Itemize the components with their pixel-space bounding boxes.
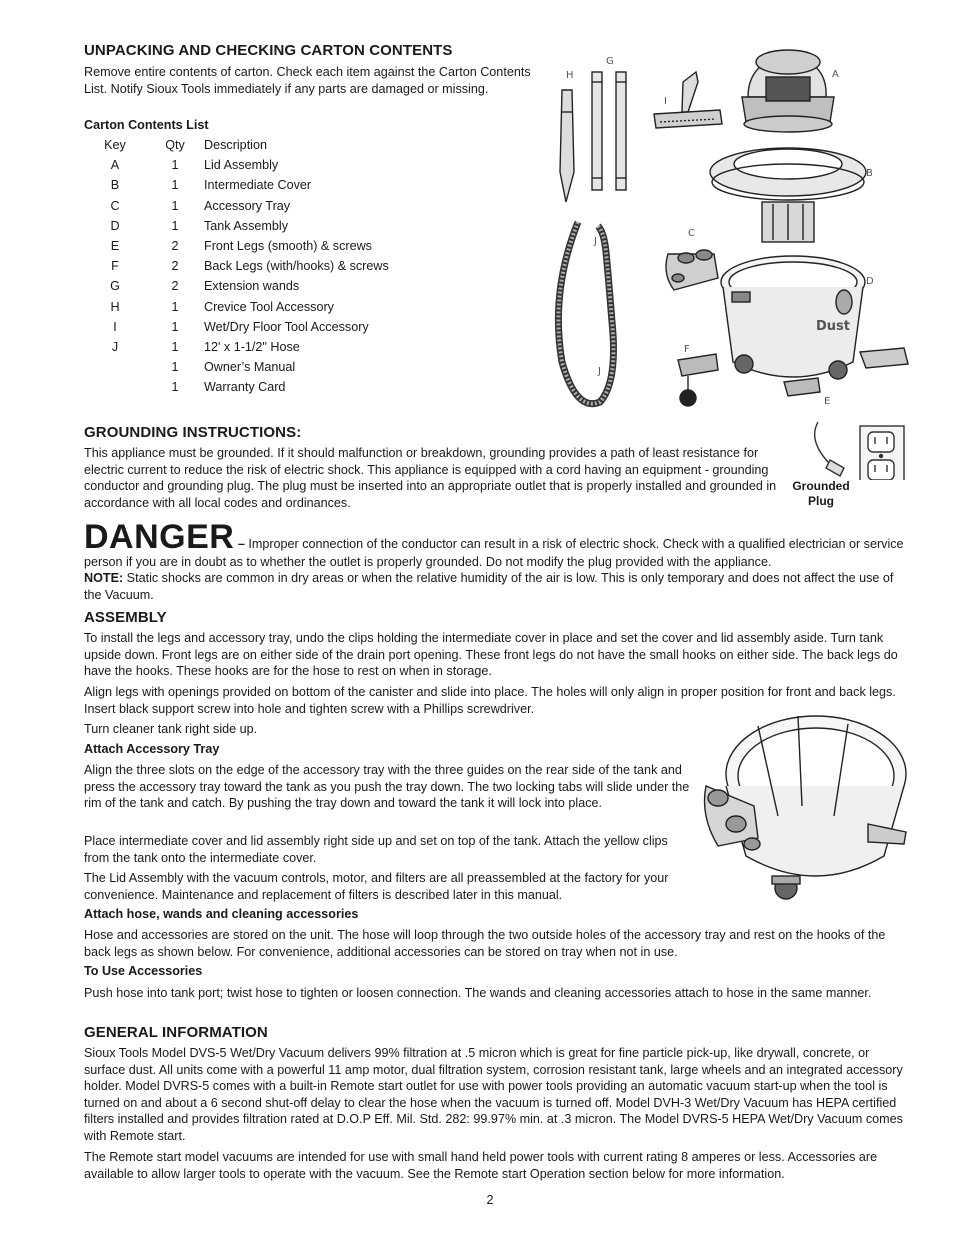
cell-description: Wet/Dry Floor Tool Accessory [204, 319, 369, 334]
assembly-paragraph-2: Align legs with openings provided on bottom of the canister and slide into place. The holes will only align in proper position for front and back legs. Insert black support screw into hole and tighten screw with a Phillips screwdriver. [84, 685, 896, 716]
table-row [84, 380, 389, 400]
caption-line-1: Grounded [792, 479, 850, 493]
general-paragraph-2: The Remote start model vacuums are intended for use with small hand held power tools with current rating 8 amperes or less. Accessories are available to allow larger tools to operate with the vacuum. See the Remote start Operation section below for more information. [84, 1150, 878, 1181]
figure-label-j: J [598, 366, 601, 377]
cell-key: C [110, 198, 120, 213]
figure-label-g: G [606, 56, 614, 67]
cell-key: A [110, 158, 120, 173]
table-row [84, 259, 389, 279]
table-row [84, 279, 389, 299]
cell-description: Owner’s Manual [204, 360, 296, 375]
cell-description: Extension wands [204, 279, 300, 294]
figure-label-j: J [594, 236, 597, 247]
cell-description: Crevice Tool Accessory [204, 299, 334, 314]
cell-qty: 1 [171, 218, 179, 233]
figure-label-d: D [866, 276, 874, 287]
table-row [84, 199, 389, 219]
accessory-tray-drawing [666, 250, 718, 290]
cell-qty: 2 [171, 238, 179, 253]
cell-qty: 1 [171, 178, 179, 193]
table-header-row [84, 138, 389, 158]
cell-description: Front Legs (smooth) & screws [204, 238, 372, 253]
attach-tray-paragraph-1: Align the three slots on the edge of the accessory tray with the three guides on the rear side of the tank and press the accessory tray toward the tank as you push the tray down. The two locking tabs will slide under the rim of the tank and catch. By pushing the tray down and toward the tank it will lock into place. [84, 763, 690, 811]
assembly-heading: ASSEMBLY [84, 609, 167, 626]
plug-cord-drawing [815, 422, 838, 466]
table-row [84, 360, 389, 380]
danger-word: DANGER [84, 518, 235, 556]
attach-hose-paragraph: Hose and accessories are stored on the unit. The hose will loop through the two outside holes of the accessory tray and rest on the hooks of the back legs as shown below. For convenience, additional accessories can be stored on tray when not in use. [84, 928, 886, 959]
cell-qty: 1 [171, 360, 179, 375]
cell-description: Accessory Tray [204, 198, 291, 213]
danger-dash: – [234, 537, 249, 551]
back-leg-drawing [678, 354, 718, 406]
use-accessories-paragraph: Push hose into tank port; twist hose to tighten or loosen connection. The wands and cleaning accessories attach to hose in the same manner. [84, 986, 872, 1000]
cell-description: Back Legs (with/hooks) & screws [204, 259, 389, 274]
grounded-plug-figure [808, 420, 908, 480]
parts-exploded-figure [548, 42, 918, 422]
cell-description: Lid Assembly [204, 158, 279, 173]
cell-description: Intermediate Cover [204, 178, 312, 193]
lid-assembly-drawing [742, 50, 834, 132]
grounding-body: This appliance must be grounded. If it should malfunction or breakdown, grounding provides a path of least resistance for electric current to reduce the risk of electric shock. This appliance is equipped with a cord having an equipment - grounding conductor and grounding plug. The plug must be inserted into an appropriate outlet that is properly installed and grounded in accordance with all local codes and ordinances. [84, 446, 777, 510]
floor-tool-drawing [682, 72, 698, 112]
cell-key: G [110, 279, 120, 294]
unpacking-intro: Remove entire contents of carton. Check each item against the Carton Contents List. Notify Sioux Tools immediately if any parts are damaged or missing. [84, 65, 531, 96]
cell-key: J [111, 339, 119, 354]
cell-key: I [113, 319, 117, 334]
figure-label-e: E [824, 396, 831, 407]
tank-with-tray-figure [698, 706, 910, 912]
cell-qty: 1 [171, 319, 179, 334]
note-text: Static shocks are common in dry areas or when the relative humidity of the air is low. This is only temporary and does not affect the use of the Vacuum. [84, 571, 894, 602]
general-heading: GENERAL INFORMATION [84, 1024, 268, 1041]
carton-contents-table [84, 138, 389, 400]
cell-key: F [111, 259, 119, 274]
danger-paragraph [84, 520, 908, 571]
attach-tray-paragraph-3: The Lid Assembly with the vacuum controls, motor, and filters are all preassembled at the factory for your convenience. Maintenance and replacement of filters is described later in this manual. [84, 871, 669, 902]
cell-qty: 1 [171, 299, 179, 314]
cell-key: H [110, 299, 120, 314]
table-row [84, 219, 389, 239]
assembly-paragraph-1: To install the legs and accessory tray, undo the clips holding the intermediate cover in place and set the cover and lid assembly aside. Turn tank upside down. Front legs are on either side of the drain port opening. These front legs do not have the small hooks on either side. The back legs do have the hooks. These hooks are for the hose to rest on when in storage. [84, 631, 898, 679]
table-row [84, 178, 389, 198]
attach-tray-paragraph-2: Place intermediate cover and lid assembly right side up and set on top of the tank. Attach the yellow clips from the tank onto the intermediate cover. [84, 834, 668, 865]
cell-qty: 1 [171, 198, 179, 213]
danger-text: Improper connection of the conductor can result in a risk of electric shock. Check with a qualified electrician or service person if you are in doubt as to whether the outlet is properly grounded. Do not modify the plug provided with the appliance. [84, 537, 904, 569]
column-header-description: Description [204, 138, 267, 152]
intermediate-cover-drawing [710, 148, 866, 242]
figure-label-b: B [866, 168, 873, 179]
cell-qty: 1 [171, 339, 179, 354]
note-label: NOTE: [84, 571, 124, 585]
tank-brand-text: Dust [816, 319, 850, 334]
attach-tray-heading: Attach Accessory Tray [84, 742, 220, 756]
cell-key [84, 360, 146, 380]
general-paragraph-1: Sioux Tools Model DVS-5 Wet/Dry Vacuum delivers 99% filtration at .5 micron which is great for fine particle pick-up, like drywall, concrete, or surface dust. All units come with a powerful 11 amp motor, dual filtration system, corrosion resistant tank, large wheels and an integrated accessory holder. Model DVRS-5 comes with a built-in Remote start outlet for use with power tools providing an automatic vacuum start-up when the tool is turned on and about a 6 second shut-off delay to clear the hose when the vacuum is turned off. Model DVH-3 Wet/Dry Vacuum has HEPA certified filters installed and provides filtration rated at D.O.P Eff. Mil. Std. 282: 99.97% min. at .3 micron. The Model DVRS-5 HEPA Wet/Dry Vacuum comes with Remote start. [84, 1046, 903, 1143]
cell-description: Warranty Card [204, 380, 286, 395]
plug-drawing [826, 460, 844, 476]
figure-label-a: A [832, 69, 839, 80]
crevice-tool-drawing [560, 90, 574, 202]
column-header-qty: Qty [165, 138, 185, 152]
cell-qty: 2 [171, 259, 179, 274]
note-paragraph [84, 570, 910, 603]
cell-description: Tank Assembly [204, 218, 288, 233]
figure-label-f: F [684, 344, 690, 355]
carton-list-title: Carton Contents List [84, 118, 209, 132]
extension-wand-drawing [592, 72, 602, 190]
cell-qty: 1 [171, 158, 179, 173]
cell-key: B [110, 178, 120, 193]
unpacking-heading: UNPACKING AND CHECKING CARTON CONTENTS [84, 42, 453, 59]
assembly-paragraph-3: Turn cleaner tank right side up. [84, 722, 258, 736]
cell-key: E [110, 238, 120, 253]
figure-label-i: I [664, 96, 667, 107]
caption-line-2: Plug [808, 494, 834, 508]
table-row [84, 239, 389, 259]
grounded-plug-caption [788, 479, 854, 509]
tank-drawing [721, 256, 865, 379]
column-header-key: Key [104, 138, 126, 152]
table-row [84, 340, 389, 360]
figure-label-c: C [688, 228, 695, 239]
page-number: 2 [486, 1193, 494, 1207]
table-row [84, 158, 389, 178]
table-row [84, 320, 389, 340]
extension-wand-drawing [616, 72, 626, 190]
cell-key: D [110, 218, 120, 233]
table-row [84, 300, 389, 320]
cell-qty: 2 [171, 279, 179, 294]
cell-key [84, 380, 146, 400]
use-accessories-heading: To Use Accessories [84, 964, 203, 978]
figure-label-h: H [566, 70, 574, 81]
cell-qty: 1 [171, 380, 179, 395]
attach-hose-heading: Attach hose, wands and cleaning accessories [84, 907, 359, 921]
cell-description: 12' x 1-1/2" Hose [204, 339, 300, 354]
grounding-heading: GROUNDING INSTRUCTIONS: [84, 424, 302, 441]
